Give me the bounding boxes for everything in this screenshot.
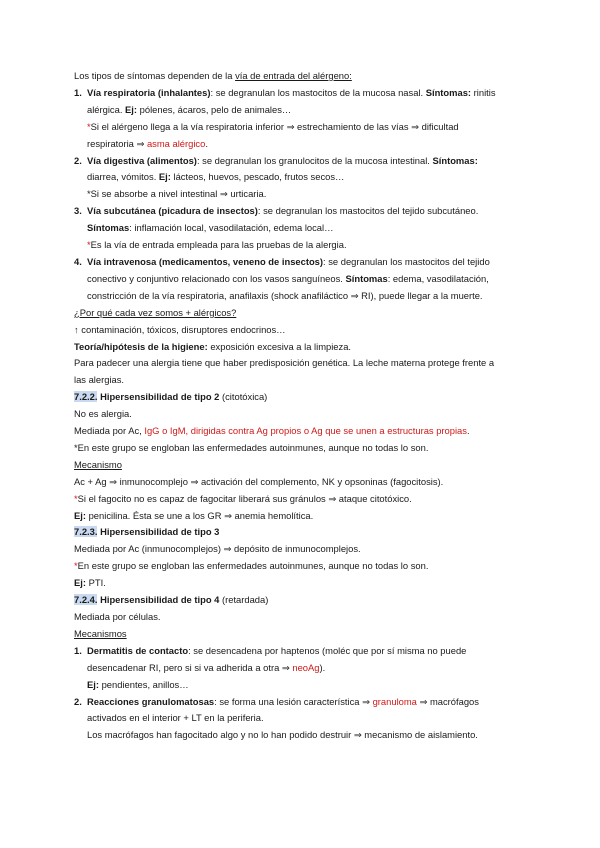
route-1-line-2: alérgica. Ej: pólenes, ácaros, pelo de animales… [87,103,292,115]
mechanism-2-line-2: activados en el interior + LT en la periferia. [87,712,264,724]
hygiene-line: Teoría/hipótesis de la higiene: exposición excesiva a la limpieza. [74,340,352,352]
section-heading-type-3: 7.2.3. Hipersensibilidad de tipo 3 [74,526,220,538]
route-4-line-1: 4. Vía intravenosa (medicamentos, veneno de insectos): se degranulan los mastocitos del tejido [74,255,490,267]
predisposition-line-1: Para padecer una alergia tiene que haber predisposición genética. La leche materna protege frente a [74,357,495,369]
route-1-note-1: *Si el alérgeno llega a la vía respiratoria inferior ⇒ estrechamiento de las vías ⇒ dificultad [87,120,459,132]
section-heading-type-2: 7.2.2. Hipersensibilidad de tipo 2 (citotóxica) [74,391,268,403]
mechanism-2-line-3: Los macrófagos han fagocitado algo y no lo han podido destruir ⇒ mecanismo de aislamiento. [87,729,478,741]
mechanism-1-line-1: 1. Dermatitis de contacto: se desencadena por haptenos (moléc que por sí misma no puede [74,644,467,656]
route-2-line-1: 2. Vía digestiva (alimentos): se degranulan los granulocitos de la mucosa intestinal. Síntomas: [74,154,478,166]
why-question: ¿Por qué cada vez somos + alérgicos? [74,306,237,318]
mechanism-2-line-1: 2. Reacciones granulomatosas: se forma una lesión característica ⇒ granuloma ⇒ macrófagos [74,695,479,707]
type-3-line-1: Mediada por Ac (inmunocomplejos) ⇒ depósito de inmunocomplejos. [74,543,361,555]
type-3-example: Ej: PTI. [74,577,106,589]
route-2-note-1: *Si se absorbe a nivel intestinal ⇒ urticaria. [87,188,267,200]
route-3-line-2: Síntomas: inflamación local, vasodilatación, edema local… [87,222,334,234]
section-heading-type-4: 7.2.4. Hipersensibilidad de tipo 4 (retardada) [74,594,269,606]
type-4-mechanisms-heading: Mecanismos [74,627,127,639]
route-1-line-1: 1. Vía respiratoria (inhalantes): se degranulan los mastocitos de la mucosa nasal. Síntomas: rinitis [74,86,496,98]
type-2-mechanism-heading: Mecanismo [74,458,122,470]
type-4-line-1: Mediada por células. [74,611,161,622]
route-4-line-2: conectivo y conjuntivo relacionado con los vasos sanguíneos. Síntomas: edema, vasodilatación, [87,272,489,284]
type-3-line-2: *En este grupo se engloban las enfermedades autoinmunes, aunque no todas lo son. [74,560,429,572]
route-1-note-2: respiratoria ⇒ asma alérgico. [87,137,208,149]
mechanism-1-line-2: desencadenar RI, pero si si va adherida a otra ⇒ neoAg). [87,661,326,673]
type-2-example: Ej: penicilina. Ésta se une a los GR ⇒ anemia hemolítica. [74,509,314,521]
mechanism-1-example: Ej: pendientes, anillos… [87,678,189,690]
type-2-line-3: *En este grupo se engloban las enfermedades autoinmunes, aunque no todas lo son. [74,441,429,453]
route-2-line-2: diarrea, vómitos. Ej: lácteos, huevos, pescado, frutos secos… [87,171,345,183]
route-3-line-1: 3. Vía subcutánea (picadura de insectos): se degranulan los mastocitos del tejido subcutáneo. [74,205,479,217]
document-page [74,68,530,744]
predisposition-line-2: las alergias. [74,374,125,386]
type-2-line-1: No es alergia. [74,408,132,420]
intro-line: Los tipos de síntomas dependen de la vía de entrada del alérgeno: [74,70,352,81]
type-2-line-2: Mediada por Ac, IgG o IgM, dirigidas contra Ag propios o Ag que se unen a estructuras propias. [74,425,470,437]
route-4-line-3: constricción de la vía respiratoria, anafilaxis (shock anafiláctico ⇒ RI), puede llegar a la muerte. [87,289,483,301]
route-3-note-1: *Es la vía de entrada empleada para las pruebas de la alergia. [87,239,347,251]
why-answer: ↑ contaminación, tóxicos, disruptores endocrinos… [74,323,286,335]
type-2-mechanism-2: *Si el fagocito no es capaz de fagocitar liberará sus gránulos ⇒ ataque citotóxico. [74,492,412,504]
type-2-mechanism-1: Ac + Ag ⇒ inmunocomplejo ⇒ activación del complemento, NK y opsoninas (fagocitosis). [74,475,444,487]
